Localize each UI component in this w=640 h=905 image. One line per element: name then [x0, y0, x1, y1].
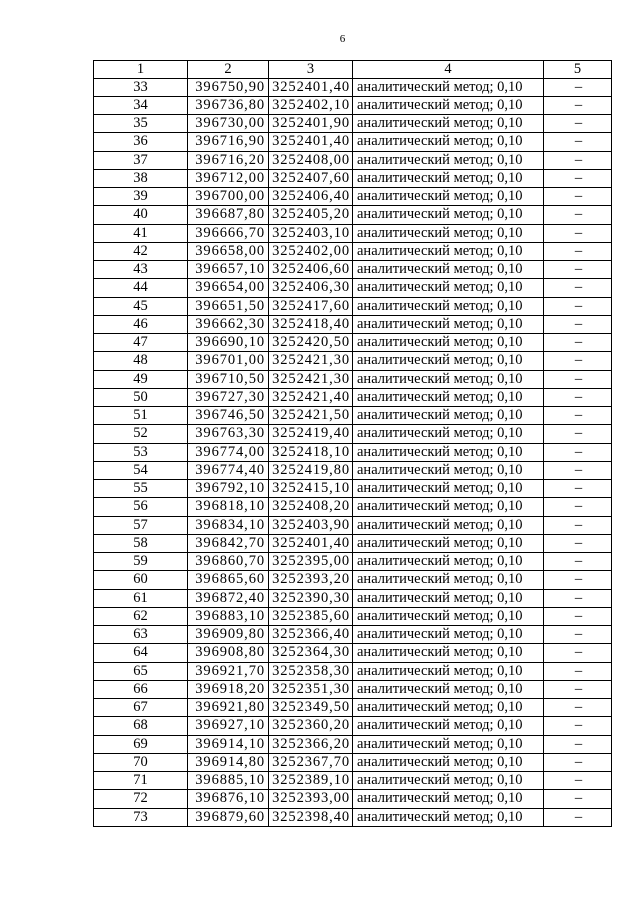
cell-coordinate-x: 396885,10 [188, 772, 269, 790]
table-row [94, 316, 612, 334]
cell-point-number: 67 [94, 699, 188, 717]
page-number: 6 [339, 33, 346, 45]
cell-coordinate-x: 396687,80 [188, 206, 269, 224]
cell-coordinate-x: 396842,70 [188, 535, 269, 553]
cell-coordinate-x: 396690,10 [188, 334, 269, 352]
cell-note: – [544, 498, 612, 516]
cell-method-accuracy: аналитический метод; 0,10 [353, 498, 544, 516]
cell-method-accuracy: аналитический метод; 0,10 [353, 225, 544, 243]
cell-method-accuracy: аналитический метод; 0,10 [353, 754, 544, 772]
cell-point-number: 62 [94, 608, 188, 626]
table-row [94, 334, 612, 352]
cell-coordinate-y: 3252407,60 [269, 170, 353, 188]
cell-note: – [544, 170, 612, 188]
cell-coordinate-y: 3252402,10 [269, 97, 353, 115]
table-row [94, 790, 612, 808]
cell-coordinate-y: 3252421,50 [269, 407, 353, 425]
cell-note: – [544, 772, 612, 790]
cell-method-accuracy: аналитический метод; 0,10 [353, 334, 544, 352]
cell-coordinate-x: 396774,40 [188, 462, 269, 480]
cell-method-accuracy: аналитический метод; 0,10 [353, 480, 544, 498]
cell-coordinate-x: 396883,10 [188, 608, 269, 626]
table-row [94, 644, 612, 662]
table-row [94, 407, 612, 425]
cell-coordinate-x: 396914,10 [188, 736, 269, 754]
cell-point-number: 37 [94, 152, 188, 170]
cell-coordinate-x: 396746,50 [188, 407, 269, 425]
cell-note: – [544, 699, 612, 717]
table-row [94, 535, 612, 553]
cell-coordinate-y: 3252417,60 [269, 298, 353, 316]
cell-point-number: 49 [94, 371, 188, 389]
cell-coordinate-x: 396872,40 [188, 590, 269, 608]
table-header-row [94, 61, 612, 79]
table-row [94, 243, 612, 261]
cell-coordinate-y: 3252366,20 [269, 736, 353, 754]
cell-coordinate-y: 3252421,30 [269, 352, 353, 370]
cell-point-number: 38 [94, 170, 188, 188]
cell-method-accuracy: аналитический метод; 0,10 [353, 699, 544, 717]
table-header-cell: 4 [353, 61, 544, 79]
cell-note: – [544, 644, 612, 662]
table-row [94, 279, 612, 297]
table-row [94, 225, 612, 243]
cell-coordinate-x: 396716,20 [188, 152, 269, 170]
cell-coordinate-y: 3252358,30 [269, 663, 353, 681]
cell-method-accuracy: аналитический метод; 0,10 [353, 772, 544, 790]
cell-note: – [544, 334, 612, 352]
cell-note: – [544, 97, 612, 115]
table-row [94, 772, 612, 790]
cell-method-accuracy: аналитический метод; 0,10 [353, 97, 544, 115]
cell-point-number: 54 [94, 462, 188, 480]
cell-point-number: 72 [94, 790, 188, 808]
cell-method-accuracy: аналитический метод; 0,10 [353, 188, 544, 206]
cell-point-number: 57 [94, 517, 188, 535]
cell-method-accuracy: аналитический метод; 0,10 [353, 243, 544, 261]
cell-note: – [544, 279, 612, 297]
cell-method-accuracy: аналитический метод; 0,10 [353, 736, 544, 754]
cell-coordinate-y: 3252390,30 [269, 590, 353, 608]
cell-method-accuracy: аналитический метод; 0,10 [353, 681, 544, 699]
cell-note: – [544, 225, 612, 243]
cell-note: – [544, 608, 612, 626]
cell-method-accuracy: аналитический метод; 0,10 [353, 626, 544, 644]
cell-method-accuracy: аналитический метод; 0,10 [353, 316, 544, 334]
table-row [94, 462, 612, 480]
cell-point-number: 56 [94, 498, 188, 516]
table-row [94, 298, 612, 316]
cell-note: – [544, 444, 612, 462]
cell-note: – [544, 352, 612, 370]
cell-point-number: 64 [94, 644, 188, 662]
cell-point-number: 66 [94, 681, 188, 699]
cell-method-accuracy: аналитический метод; 0,10 [353, 809, 544, 827]
table-row [94, 809, 612, 827]
table-row [94, 480, 612, 498]
cell-note: – [544, 206, 612, 224]
cell-coordinate-x: 396763,30 [188, 425, 269, 443]
table-row [94, 352, 612, 370]
cell-point-number: 53 [94, 444, 188, 462]
cell-coordinate-x: 396818,10 [188, 498, 269, 516]
cell-note: – [544, 553, 612, 571]
table-row [94, 152, 612, 170]
cell-coordinate-y: 3252401,40 [269, 133, 353, 151]
cell-coordinate-x: 396658,00 [188, 243, 269, 261]
cell-coordinate-y: 3252389,10 [269, 772, 353, 790]
cell-point-number: 46 [94, 316, 188, 334]
cell-note: – [544, 681, 612, 699]
cell-point-number: 73 [94, 809, 188, 827]
cell-method-accuracy: аналитический метод; 0,10 [353, 152, 544, 170]
cell-coordinate-y: 3252420,50 [269, 334, 353, 352]
cell-coordinate-y: 3252403,90 [269, 517, 353, 535]
cell-coordinate-y: 3252406,30 [269, 279, 353, 297]
cell-coordinate-x: 396666,70 [188, 225, 269, 243]
cell-coordinate-y: 3252419,80 [269, 462, 353, 480]
cell-point-number: 35 [94, 115, 188, 133]
cell-note: – [544, 754, 612, 772]
cell-note: – [544, 480, 612, 498]
table-row [94, 517, 612, 535]
cell-coordinate-x: 396908,80 [188, 644, 269, 662]
cell-point-number: 51 [94, 407, 188, 425]
table-row [94, 590, 612, 608]
cell-note: – [544, 407, 612, 425]
table-row [94, 133, 612, 151]
cell-point-number: 61 [94, 590, 188, 608]
cell-coordinate-y: 3252401,90 [269, 115, 353, 133]
cell-method-accuracy: аналитический метод; 0,10 [353, 389, 544, 407]
cell-method-accuracy: аналитический метод; 0,10 [353, 298, 544, 316]
table-row [94, 188, 612, 206]
table-row [94, 681, 612, 699]
cell-coordinate-y: 3252405,20 [269, 206, 353, 224]
cell-coordinate-x: 396914,80 [188, 754, 269, 772]
cell-coordinate-x: 396736,80 [188, 97, 269, 115]
cell-coordinate-x: 396657,10 [188, 261, 269, 279]
cell-coordinate-y: 3252393,00 [269, 790, 353, 808]
cell-coordinate-x: 396651,50 [188, 298, 269, 316]
cell-coordinate-x: 396921,80 [188, 699, 269, 717]
table-row [94, 571, 612, 589]
cell-note: – [544, 261, 612, 279]
table-row [94, 97, 612, 115]
cell-coordinate-y: 3252418,10 [269, 444, 353, 462]
cell-point-number: 33 [94, 79, 188, 97]
cell-note: – [544, 462, 612, 480]
cell-coordinate-x: 396654,00 [188, 279, 269, 297]
cell-method-accuracy: аналитический метод; 0,10 [353, 352, 544, 370]
table-header-cell: 3 [269, 61, 353, 79]
cell-coordinate-y: 3252366,40 [269, 626, 353, 644]
table-row [94, 754, 612, 772]
cell-coordinate-y: 3252421,30 [269, 371, 353, 389]
cell-note: – [544, 663, 612, 681]
cell-method-accuracy: аналитический метод; 0,10 [353, 115, 544, 133]
cell-note: – [544, 389, 612, 407]
cell-coordinate-x: 396792,10 [188, 480, 269, 498]
cell-method-accuracy: аналитический метод; 0,10 [353, 608, 544, 626]
cell-point-number: 42 [94, 243, 188, 261]
cell-point-number: 52 [94, 425, 188, 443]
cell-point-number: 68 [94, 717, 188, 735]
cell-note: – [544, 316, 612, 334]
table-row [94, 115, 612, 133]
cell-method-accuracy: аналитический метод; 0,10 [353, 571, 544, 589]
cell-note: – [544, 809, 612, 827]
cell-note: – [544, 79, 612, 97]
cell-method-accuracy: аналитический метод; 0,10 [353, 371, 544, 389]
cell-coordinate-x: 396834,10 [188, 517, 269, 535]
cell-coordinate-y: 3252364,30 [269, 644, 353, 662]
cell-method-accuracy: аналитический метод; 0,10 [353, 517, 544, 535]
cell-method-accuracy: аналитический метод; 0,10 [353, 590, 544, 608]
cell-point-number: 50 [94, 389, 188, 407]
cell-coordinate-y: 3252367,70 [269, 754, 353, 772]
cell-note: – [544, 717, 612, 735]
cell-coordinate-y: 3252401,40 [269, 535, 353, 553]
cell-method-accuracy: аналитический метод; 0,10 [353, 206, 544, 224]
cell-coordinate-x: 396716,90 [188, 133, 269, 151]
cell-method-accuracy: аналитический метод; 0,10 [353, 425, 544, 443]
cell-coordinate-x: 396865,60 [188, 571, 269, 589]
cell-point-number: 71 [94, 772, 188, 790]
cell-note: – [544, 517, 612, 535]
cell-point-number: 70 [94, 754, 188, 772]
cell-point-number: 45 [94, 298, 188, 316]
cell-coordinate-y: 3252360,20 [269, 717, 353, 735]
cell-point-number: 48 [94, 352, 188, 370]
cell-method-accuracy: аналитический метод; 0,10 [353, 133, 544, 151]
cell-point-number: 36 [94, 133, 188, 151]
table-row [94, 553, 612, 571]
cell-method-accuracy: аналитический метод; 0,10 [353, 170, 544, 188]
table-row [94, 79, 612, 97]
table-row [94, 608, 612, 626]
cell-coordinate-y: 3252349,50 [269, 699, 353, 717]
cell-coordinate-x: 396879,60 [188, 809, 269, 827]
cell-method-accuracy: аналитический метод; 0,10 [353, 279, 544, 297]
table-row [94, 663, 612, 681]
table-row [94, 717, 612, 735]
cell-coordinate-y: 3252408,00 [269, 152, 353, 170]
cell-coordinate-x: 396918,20 [188, 681, 269, 699]
cell-coordinate-y: 3252418,40 [269, 316, 353, 334]
cell-point-number: 41 [94, 225, 188, 243]
table-row [94, 498, 612, 516]
cell-coordinate-x: 396909,80 [188, 626, 269, 644]
cell-method-accuracy: аналитический метод; 0,10 [353, 261, 544, 279]
table-row [94, 699, 612, 717]
cell-coordinate-y: 3252385,60 [269, 608, 353, 626]
table-row [94, 736, 612, 754]
coordinates-table [93, 60, 612, 827]
cell-note: – [544, 571, 612, 589]
cell-coordinate-y: 3252351,30 [269, 681, 353, 699]
cell-note: – [544, 152, 612, 170]
cell-coordinate-y: 3252408,20 [269, 498, 353, 516]
table-header-cell: 1 [94, 61, 188, 79]
cell-coordinate-x: 396860,70 [188, 553, 269, 571]
cell-method-accuracy: аналитический метод; 0,10 [353, 79, 544, 97]
cell-note: – [544, 298, 612, 316]
table-row [94, 444, 612, 462]
cell-note: – [544, 590, 612, 608]
cell-point-number: 44 [94, 279, 188, 297]
cell-method-accuracy: аналитический метод; 0,10 [353, 717, 544, 735]
cell-coordinate-y: 3252403,10 [269, 225, 353, 243]
table-row [94, 425, 612, 443]
cell-coordinate-y: 3252421,40 [269, 389, 353, 407]
cell-coordinate-x: 396750,90 [188, 79, 269, 97]
table-row [94, 626, 612, 644]
table-row [94, 389, 612, 407]
table-row [94, 206, 612, 224]
cell-note: – [544, 133, 612, 151]
cell-note: – [544, 736, 612, 754]
cell-coordinate-x: 396774,00 [188, 444, 269, 462]
cell-note: – [544, 115, 612, 133]
cell-coordinate-y: 3252401,40 [269, 79, 353, 97]
table-header-cell: 5 [544, 61, 612, 79]
cell-note: – [544, 371, 612, 389]
cell-point-number: 47 [94, 334, 188, 352]
cell-coordinate-x: 396876,10 [188, 790, 269, 808]
cell-coordinate-x: 396700,00 [188, 188, 269, 206]
cell-point-number: 55 [94, 480, 188, 498]
cell-coordinate-x: 396927,10 [188, 717, 269, 735]
cell-note: – [544, 425, 612, 443]
cell-note: – [544, 535, 612, 553]
cell-method-accuracy: аналитический метод; 0,10 [353, 663, 544, 681]
cell-coordinate-x: 396710,50 [188, 371, 269, 389]
cell-method-accuracy: аналитический метод; 0,10 [353, 553, 544, 571]
cell-point-number: 34 [94, 97, 188, 115]
cell-point-number: 60 [94, 571, 188, 589]
cell-coordinate-x: 396727,30 [188, 389, 269, 407]
cell-point-number: 65 [94, 663, 188, 681]
cell-note: – [544, 790, 612, 808]
table-header-cell: 2 [188, 61, 269, 79]
cell-note: – [544, 188, 612, 206]
cell-coordinate-y: 3252419,40 [269, 425, 353, 443]
cell-method-accuracy: аналитический метод; 0,10 [353, 462, 544, 480]
cell-point-number: 63 [94, 626, 188, 644]
cell-coordinate-x: 396701,00 [188, 352, 269, 370]
cell-coordinate-y: 3252415,10 [269, 480, 353, 498]
table-row [94, 261, 612, 279]
cell-coordinate-x: 396730,00 [188, 115, 269, 133]
table-row [94, 170, 612, 188]
cell-coordinate-x: 396712,00 [188, 170, 269, 188]
cell-coordinate-y: 3252406,40 [269, 188, 353, 206]
cell-coordinate-x: 396921,70 [188, 663, 269, 681]
cell-coordinate-y: 3252398,40 [269, 809, 353, 827]
cell-point-number: 43 [94, 261, 188, 279]
cell-coordinate-y: 3252406,60 [269, 261, 353, 279]
cell-method-accuracy: аналитический метод; 0,10 [353, 444, 544, 462]
cell-coordinate-y: 3252402,00 [269, 243, 353, 261]
cell-point-number: 40 [94, 206, 188, 224]
cell-method-accuracy: аналитический метод; 0,10 [353, 790, 544, 808]
cell-method-accuracy: аналитический метод; 0,10 [353, 407, 544, 425]
cell-coordinate-y: 3252395,00 [269, 553, 353, 571]
cell-method-accuracy: аналитический метод; 0,10 [353, 644, 544, 662]
cell-method-accuracy: аналитический метод; 0,10 [353, 535, 544, 553]
cell-point-number: 69 [94, 736, 188, 754]
cell-point-number: 39 [94, 188, 188, 206]
cell-note: – [544, 626, 612, 644]
cell-coordinate-x: 396662,30 [188, 316, 269, 334]
cell-point-number: 59 [94, 553, 188, 571]
table-row [94, 371, 612, 389]
cell-coordinate-y: 3252393,20 [269, 571, 353, 589]
cell-point-number: 58 [94, 535, 188, 553]
cell-note: – [544, 243, 612, 261]
